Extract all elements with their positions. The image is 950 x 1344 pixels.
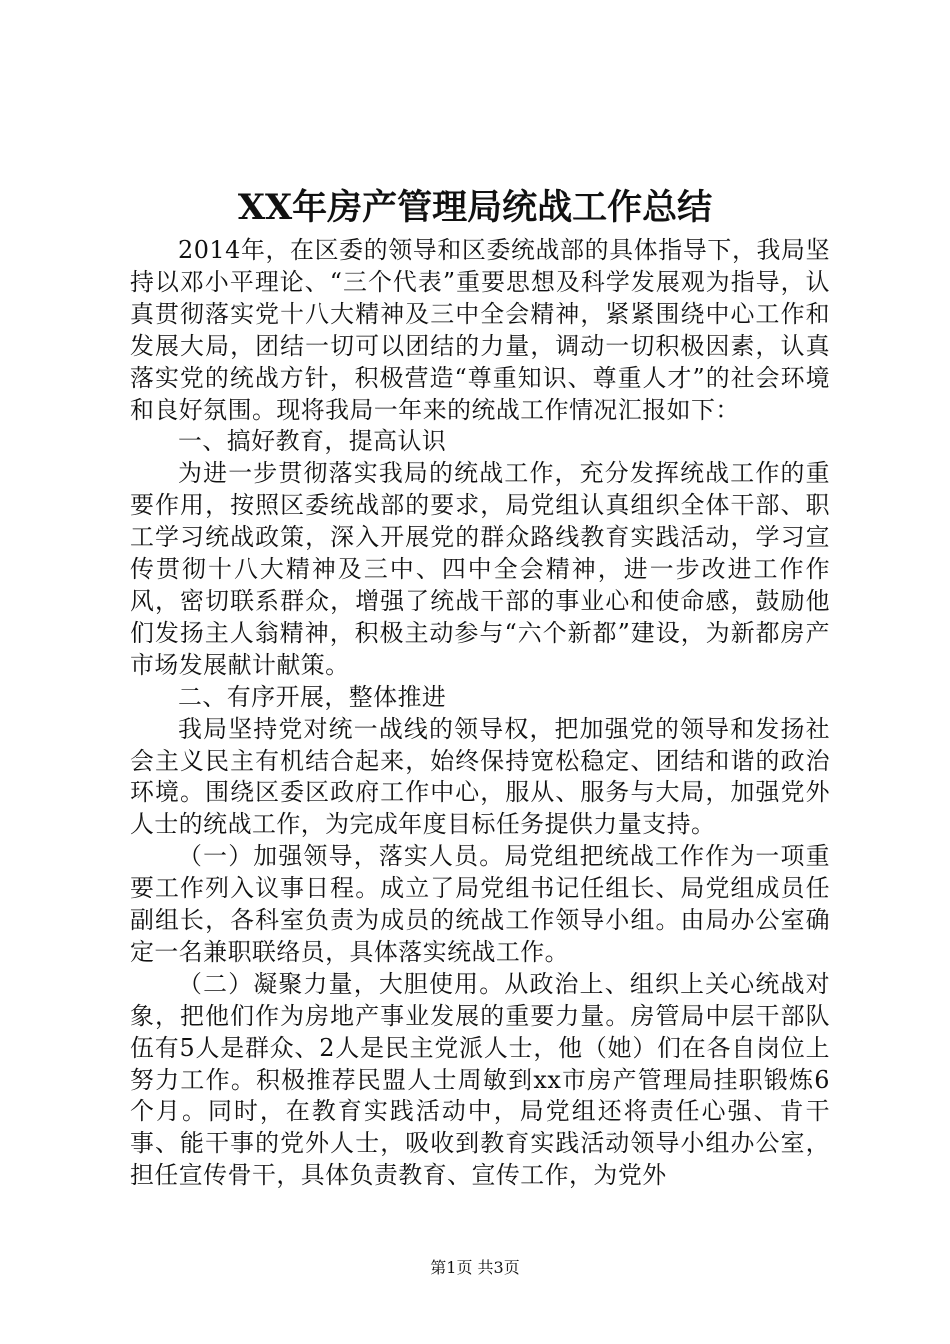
paragraph-section-2: 我局坚持党对统一战线的领导权，把加强党的领导和发扬社会主义民主有机结合起来，始终保持宽松稳定、团结和谐的政治环境。围绕区委区政府工作中心，服从、服务与大局，加强党外人士的统战工作，为完成年度目标任务提供力量支持。: [130, 714, 830, 839]
document-body: [130, 235, 830, 1192]
page-footer: 第1页 共3页: [430, 1258, 520, 1277]
section-heading-2: 二、有序开展，整体推进: [178, 682, 447, 711]
paragraph-subsection-2: （二）凝聚力量，大胆使用。从政治上、组织上关心统战对象，把他们作为房地产事业发展的重要力量。房管局中层干部队伍有5人是群众、2人是民主党派人士，他（她）们在各自岗位上努力工作。积极推荐民盟人士周敏到xx市房产管理局挂职锻炼6个月。同时，在教育实践活动中，局党组还将责任心强、肯干事、能干事的党外人士，吸收到教育实践活动领导小组办公室，担任宣传骨干，具体负责教育、宣传工作，为党外: [130, 969, 830, 1190]
section-heading-1: 一、搞好教育，提高认识: [178, 427, 447, 456]
paragraph-section-1: 为进一步贯彻落实我局的统战工作，充分发挥统战工作的重要作用，按照区委统战部的要求，局党组认真组织全体干部、职工学习统战政策，深入开展党的群众路线教育实践活动，学习宣传贯彻十八大精神及三中、四中全会精神，进一步改进工作作风，密切联系群众，增强了统战干部的事业心和使命感，鼓励他们发扬主人翁精神，积极主动参与“六个新都”建设，为新都房产市场发展献计献策。: [130, 459, 830, 679]
paragraph-intro: 2014年，在区委的领导和区委统战部的具体指导下，我局坚持以邓小平理论、“三个代表”重要思想及科学发展观为指导，认真贯彻落实党十八大精神及三中全会精神，紧紧围绕中心工作和发展大局，团结一切可以团结的力量，调动一切积极因素，认真落实党的统战方针，积极营造“尊重知识、尊重人才”的社会环境和良好氛围。现将我局一年来的统战工作情况汇报如下：: [130, 236, 830, 424]
document-title: XX年房产管理局统战工作总结: [237, 187, 713, 228]
paragraph-subsection-1: （一）加强领导，落实人员。局党组把统战工作作为一项重要工作列入议事日程。成立了局党组书记任组长、局党组成员任副组长，各科室负责为成员的统战工作领导小组。由局办公室确定一名兼职联络员，具体落实统战工作。: [130, 842, 830, 966]
